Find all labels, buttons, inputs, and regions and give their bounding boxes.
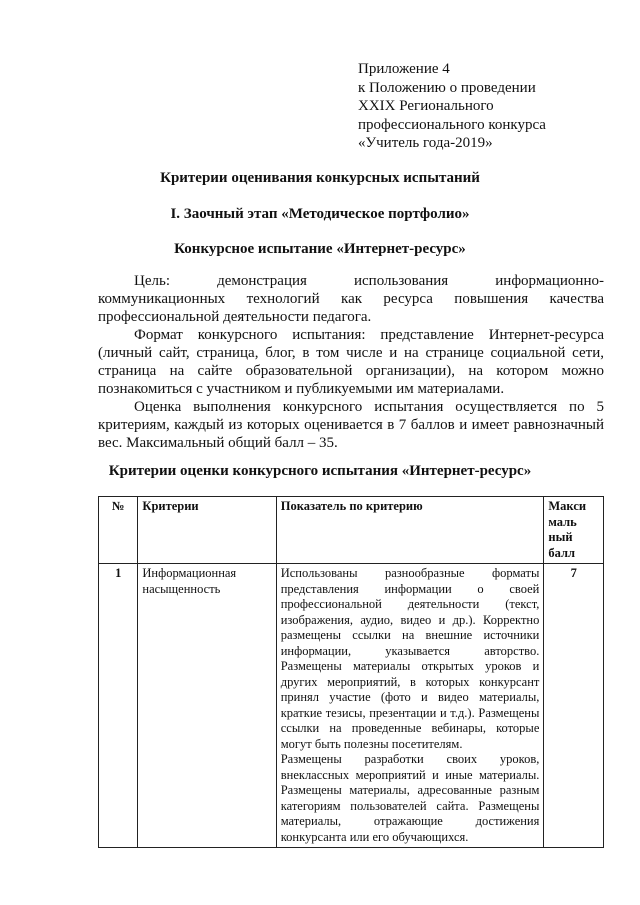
evaluation-text: Оценка выполнения конкурсного испытания осуществляется по 5 критериям, каждый из которых оценивается в 7 баллов и имеет равнозначный вес. Максимальный общий балл – 35. — [98, 399, 604, 451]
header-indicator: Показатель по критерию — [276, 497, 544, 564]
appendix-line: профессионального конкурса — [358, 116, 546, 133]
goal-word: использования — [354, 273, 449, 289]
indicator-part: Использованы разнообразные форматы представления информации о своей профессиональной деятельности (текст, изображения, аудио, видео и др.). Корректно размещены ссылки на внешние источники информации, указывается авторство. Размещены материалы открытых уроков и других мероприятий, в которых конкурсант принял участие (фото и видео материалы, краткие тезисы, презентации и т.д.). Размещены ссылки на проведенные вебинары, которые могут быть полезны посетителям. — [280, 566, 540, 751]
row-max-score: 7 — [544, 564, 604, 848]
format-text: Формат конкурсного испытания: представление Интернет-ресурса (личный сайт, страница, блог, в том числе и на странице социальной сети, страница на сайте образовательной организации), на котором можно познакомиться с участником и публикуемыми им материалами. — [98, 327, 604, 397]
header-max-line: маль — [548, 514, 577, 529]
appendix-block — [358, 60, 608, 153]
goal-first-line — [98, 272, 604, 290]
table-row — [99, 564, 604, 848]
goal-paragraph — [98, 272, 604, 326]
main-heading: Критерии оценивания конкурсных испытаний — [160, 170, 480, 186]
table-heading: Критерии оценки конкурсного испытания «Интернет-ресурс» — [108, 463, 532, 479]
goal-rest: коммуникационных технологий как ресурса повышения качества профессиональной деятельности педагога. — [98, 291, 604, 325]
header-max-line: Макси — [548, 499, 587, 513]
goal-word: информационно- — [495, 273, 604, 289]
header-max-line: балл — [548, 545, 576, 560]
criteria-table — [98, 496, 604, 848]
header-criterion: Критерии — [138, 497, 276, 564]
appendix-line: Приложение 4 — [358, 61, 450, 77]
appendix-line: к Положению о проведении — [358, 79, 536, 96]
format-paragraph — [98, 326, 604, 398]
header-max-score — [544, 497, 604, 564]
row-criterion: Информационная насыщенность — [138, 564, 276, 848]
indicator-part: Размещены разработки своих уроков, внеклассных мероприятий и иные материалы. Размещены материалы, адресованные разным категориям пользователей сайта. Размещены материалы, отражающие достижения конкурсанта или его обучающихся. — [280, 752, 540, 844]
table-header-row — [99, 497, 604, 564]
goal-word: Цель: — [134, 273, 170, 289]
appendix-line: XXIX Регионального — [358, 98, 494, 114]
goal-word: демонстрация — [217, 273, 307, 289]
test-heading: Конкурсное испытание «Интернет-ресурс» — [174, 241, 466, 257]
header-num: № — [99, 497, 138, 564]
row-num: 1 — [99, 564, 138, 848]
evaluation-paragraph — [98, 398, 604, 452]
appendix-line: «Учитель года-2019» — [358, 135, 493, 151]
stage-heading: I. Заочный этап «Методическое портфолио» — [170, 206, 470, 222]
header-max-line: ный — [548, 530, 573, 544]
row-indicator — [276, 564, 544, 848]
